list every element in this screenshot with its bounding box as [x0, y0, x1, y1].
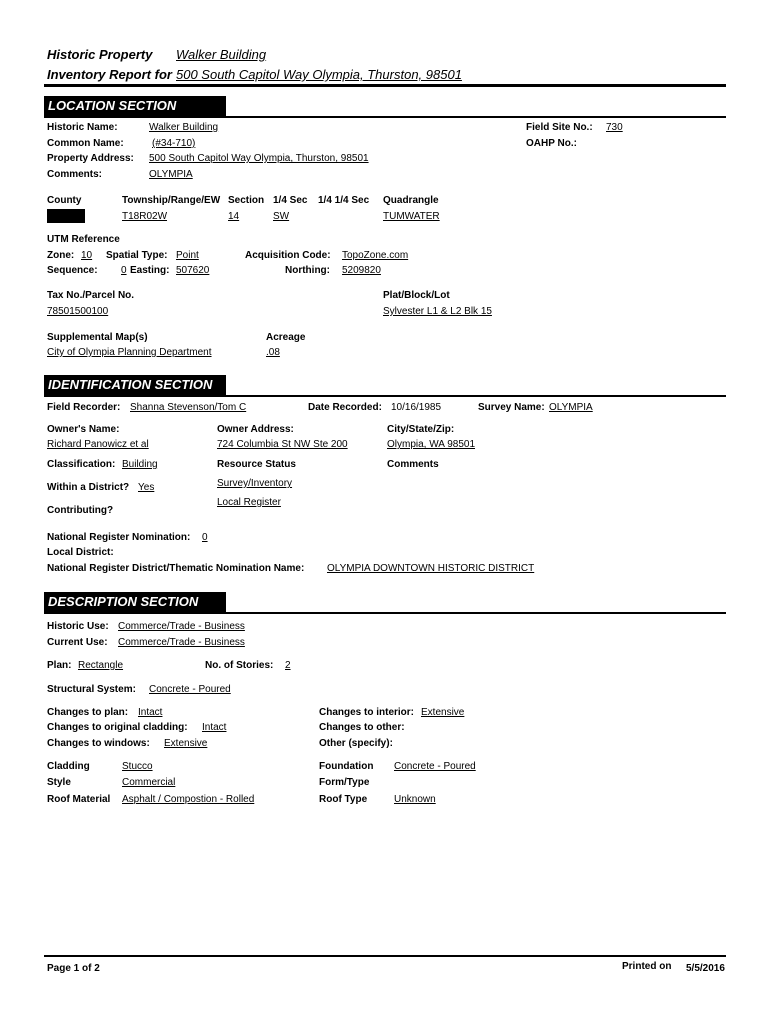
location-section-header: LOCATION SECTION — [44, 96, 226, 116]
cladding-value: Stucco — [122, 761, 153, 772]
quarter-quarter-label: 1/4 1/4 Sec — [318, 195, 370, 206]
historic-name-value: Walker Building — [149, 122, 219, 133]
stories-value: 2 — [285, 660, 291, 671]
resource-status-local-register: Local Register — [217, 497, 281, 508]
current-use-label: Current Use: — [47, 637, 108, 648]
description-rule — [44, 612, 726, 614]
county-redacted-box — [47, 209, 85, 223]
comments-label: Comments: — [47, 169, 103, 180]
description-section-header: DESCRIPTION SECTION — [44, 592, 226, 612]
date-recorded-label: Date Recorded: — [308, 402, 382, 413]
nr-district-value: OLYMPIA DOWNTOWN HISTORIC DISTRICT — [327, 563, 535, 574]
zone-label: Zone: — [47, 250, 75, 261]
spatial-type-label: Spatial Type: — [106, 250, 168, 261]
survey-name-label: Survey Name: — [478, 402, 545, 413]
oahp-label: OAHP No.: — [526, 138, 577, 149]
roof-type-label: Roof Type — [319, 794, 368, 805]
style-value: Commercial — [122, 777, 176, 788]
roof-material-value: Asphalt / Compostion - Rolled — [122, 794, 255, 805]
survey-name-value: OLYMPIA — [549, 402, 593, 413]
tax-parcel-label: Tax No./Parcel No. — [47, 290, 135, 301]
quadrangle-value: TUMWATER — [383, 211, 440, 222]
easting-value: 507620 — [176, 265, 210, 276]
tax-parcel-value: 78501500100 — [47, 306, 109, 317]
nr-nomination-value: 0 — [202, 532, 208, 543]
comments-value: OLYMPIA — [149, 169, 193, 180]
owner-address-label: Owner Address: — [217, 424, 294, 435]
date-recorded-value: 10/16/1985 — [391, 402, 442, 413]
identification-comments-label: Comments — [387, 459, 439, 470]
field-recorder-label: Field Recorder: — [47, 402, 121, 413]
changes-interior-label: Changes to interior: — [319, 707, 415, 718]
changes-cladding-label: Changes to original cladding: — [47, 722, 188, 733]
acquisition-code-value: TopoZone.com — [342, 250, 409, 261]
changes-cladding-value: Intact — [202, 722, 227, 733]
sequence-label: Sequence: — [47, 265, 98, 276]
acreage-value: .08 — [266, 347, 280, 358]
plan-value: Rectangle — [78, 660, 124, 671]
stories-label: No. of Stories: — [205, 660, 274, 671]
property-address-value: 500 South Capitol Way Olympia, Thurston, 98501 — [149, 153, 369, 164]
city-state-zip-label: City/State/Zip: — [387, 424, 455, 435]
township-value: T18R02W — [122, 211, 168, 222]
foundation-value: Concrete - Poured — [394, 761, 476, 772]
roof-type-value: Unknown — [394, 794, 436, 805]
acquisition-code-label: Acquisition Code: — [245, 250, 331, 261]
supplemental-map-label: Supplemental Map(s) — [47, 332, 148, 343]
quadrangle-label: Quadrangle — [383, 195, 439, 206]
nr-nomination-label: National Register Nomination: — [47, 532, 191, 543]
field-site-value: 730 — [606, 122, 623, 133]
field-recorder-value: Shanna Stevenson/Tom C — [130, 402, 247, 413]
common-name-label: Common Name: — [47, 138, 124, 149]
property-address-label: Property Address: — [47, 153, 134, 164]
spatial-type-value: Point — [176, 250, 199, 261]
county-label: County — [47, 195, 82, 206]
city-state-zip-value: Olympia, WA 98501 — [387, 439, 476, 450]
zone-value: 10 — [81, 250, 93, 261]
foundation-label: Foundation — [319, 761, 374, 772]
historic-name-label: Historic Name: — [47, 122, 118, 133]
changes-interior-value: Extensive — [421, 707, 465, 718]
changes-plan-label: Changes to plan: — [47, 707, 129, 718]
header-report-label: Inventory Report for — [47, 67, 172, 82]
section-value: 14 — [228, 211, 240, 222]
identification-rule — [44, 395, 726, 397]
northing-value: 5209820 — [342, 265, 381, 276]
field-site-label: Field Site No.: — [526, 122, 593, 133]
plat-block-lot-value: Sylvester L1 & L2 Blk 15 — [383, 306, 492, 317]
classification-label: Classification: — [47, 459, 116, 470]
local-district-label: Local District: — [47, 547, 114, 558]
classification-value: Building — [122, 459, 158, 470]
changes-windows-label: Changes to windows: — [47, 738, 150, 749]
quarter-section-label: 1/4 Sec — [273, 195, 308, 206]
acreage-label: Acreage — [266, 332, 306, 343]
township-label: Township/Range/EW — [122, 195, 221, 206]
printed-date: 5/5/2016 — [686, 963, 725, 974]
within-district-value: Yes — [138, 482, 155, 493]
resource-status-survey: Survey/Inventory — [217, 478, 293, 489]
nr-district-label: National Register District/Thematic Nomination Name: — [47, 563, 305, 574]
within-district-label: Within a District? — [47, 482, 130, 493]
changes-other-label: Changes to other: — [319, 722, 405, 733]
current-use-value: Commerce/Trade - Business — [118, 637, 245, 648]
header-title-label: Historic Property — [47, 47, 153, 62]
sequence-value: 0 — [121, 265, 127, 276]
quarter-section-value: SW — [273, 211, 290, 222]
utm-reference-label: UTM Reference — [47, 234, 120, 245]
owner-name-label: Owner's Name: — [47, 424, 120, 435]
owner-name-value: Richard Panowicz et al — [47, 439, 149, 450]
header-rule — [44, 84, 726, 87]
identification-section-header: IDENTIFICATION SECTION — [44, 375, 226, 395]
changes-plan-value: Intact — [138, 707, 163, 718]
header-title-value: Walker Building — [176, 47, 267, 62]
header-report-value: 500 South Capitol Way Olympia, Thurston, 98501 — [176, 67, 462, 82]
supplemental-map-value: City of Olympia Planning Department — [47, 347, 212, 358]
historic-use-label: Historic Use: — [47, 621, 109, 632]
cladding-label: Cladding — [47, 761, 90, 772]
form-type-label: Form/Type — [319, 777, 370, 788]
plat-block-lot-label: Plat/Block/Lot — [383, 290, 450, 301]
style-label: Style — [47, 777, 71, 788]
owner-address-value: 724 Columbia St NW Ste 200 — [217, 439, 348, 450]
changes-windows-value: Extensive — [164, 738, 208, 749]
printed-on-label: Printed on — [622, 961, 672, 972]
northing-label: Northing: — [285, 265, 330, 276]
page-number: Page 1 of 2 — [47, 963, 100, 974]
location-rule — [44, 116, 726, 118]
footer-rule — [44, 955, 726, 957]
resource-status-label: Resource Status — [217, 459, 296, 470]
other-specify-label: Other (specify): — [319, 738, 393, 749]
common-name-value: (#34-710) — [152, 138, 196, 149]
easting-label: Easting: — [130, 265, 170, 276]
historic-use-value: Commerce/Trade - Business — [118, 621, 245, 632]
structural-system-label: Structural System: — [47, 684, 136, 695]
contributing-label: Contributing? — [47, 505, 114, 516]
plan-label: Plan: — [47, 660, 72, 671]
roof-material-label: Roof Material — [47, 794, 111, 805]
section-label: Section — [228, 195, 265, 206]
structural-system-value: Concrete - Poured — [149, 684, 231, 695]
